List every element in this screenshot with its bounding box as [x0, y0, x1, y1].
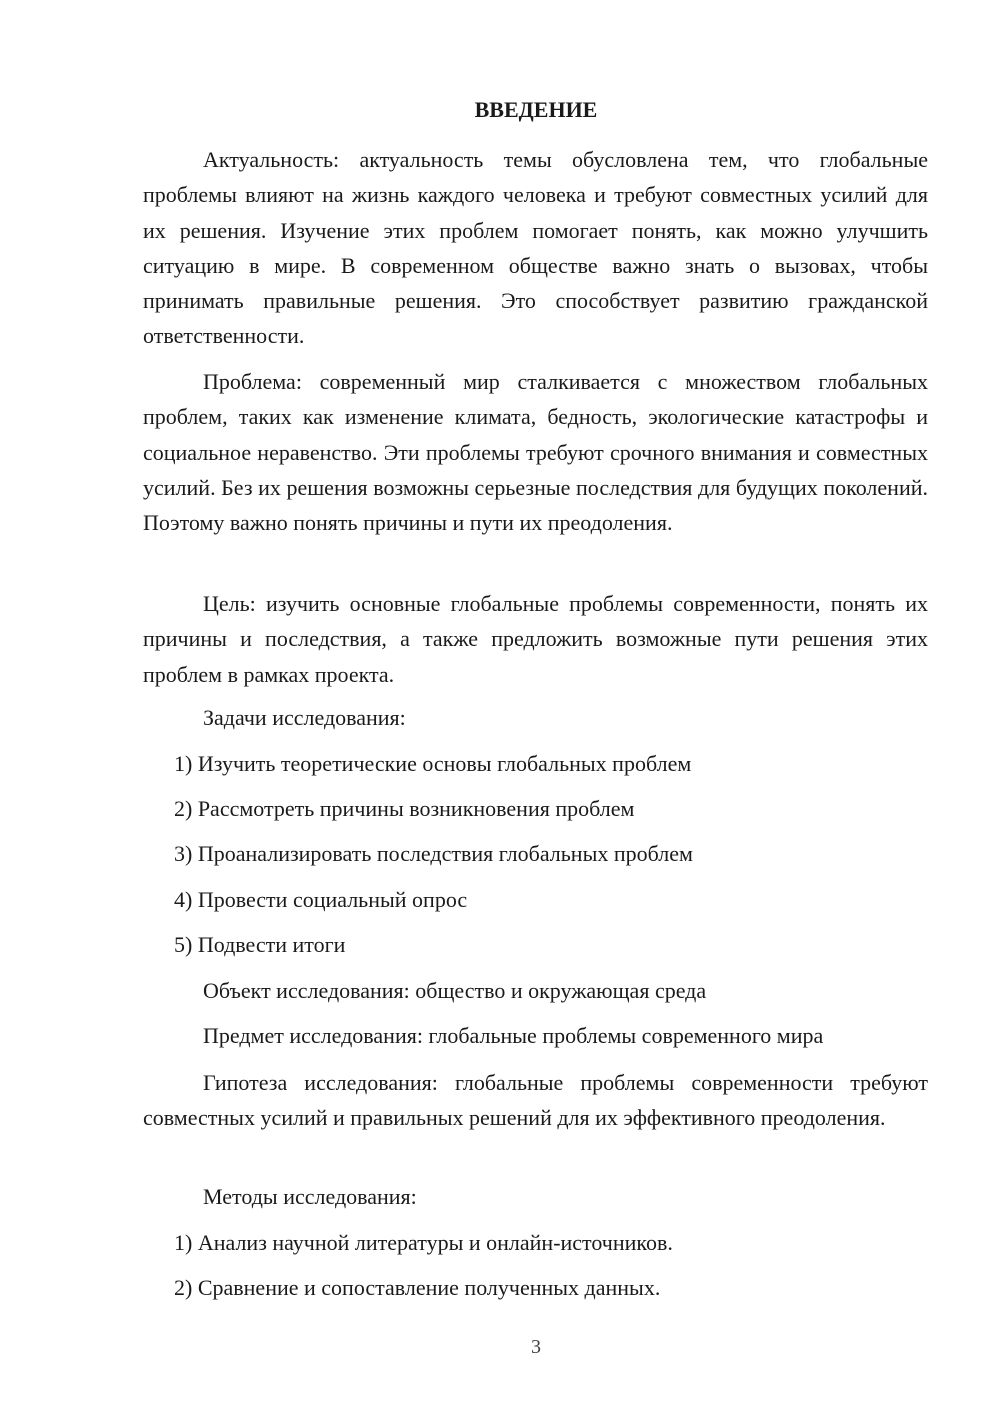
- task-item: 5) Подвести итоги: [174, 932, 346, 957]
- hypothesis-paragraph: Гипотеза исследования: глобальные проблемы современности требуют совместных усилий и правильных решений для их эффективного преодоления.: [143, 1070, 928, 1131]
- methods-heading: Методы исследования:: [203, 1184, 417, 1209]
- task-item: 4) Провести социальный опрос: [174, 887, 468, 912]
- method-item: 1) Анализ научной литературы и онлайн-источников.: [174, 1230, 673, 1255]
- task-item: 3) Проанализировать последствия глобальных проблем: [174, 841, 693, 866]
- relevance-paragraph: Актуальность: актуальность темы обусловлена тем, что глобальные проблемы влияют на жизнь каждого человека и требуют совместных усилий для их решения. Изучение этих проблем помогает понять, как можно улучшить ситуацию в мире. В современном обществе важно знать о вызовах, чтобы принимать правильные решения. Это способствует развитию гражданской ответственности.: [143, 147, 928, 349]
- tasks-heading: Задачи исследования:: [203, 705, 406, 730]
- goal-paragraph: Цель: изучить основные глобальные проблемы современности, понять их причины и последствия, а также предложить возможные пути решения этих проблем в рамках проекта.: [143, 591, 928, 687]
- problem-paragraph: Проблема: современный мир сталкивается с множеством глобальных проблем, таких как изменение климата, бедность, экологические катастрофы и социальное неравенство. Эти проблемы требуют срочного внимания и совместных усилий. Без их решения возможны серьезные последствия для будущих поколений. Поэтому важно понять причины и пути их преодоления.: [143, 369, 928, 536]
- page-number: 3: [531, 1336, 541, 1358]
- task-item: 2) Рассмотреть причины возникновения проблем: [174, 796, 635, 821]
- method-item: 2) Сравнение и сопоставление полученных данных.: [174, 1275, 661, 1300]
- research-subject: Предмет исследования: глобальные проблемы современного мира: [203, 1023, 824, 1048]
- task-item: 1) Изучить теоретические основы глобальных проблем: [174, 751, 692, 776]
- page-title: ВВЕДЕНИЕ: [474, 97, 598, 122]
- research-object: Объект исследования: общество и окружающая среда: [203, 978, 707, 1003]
